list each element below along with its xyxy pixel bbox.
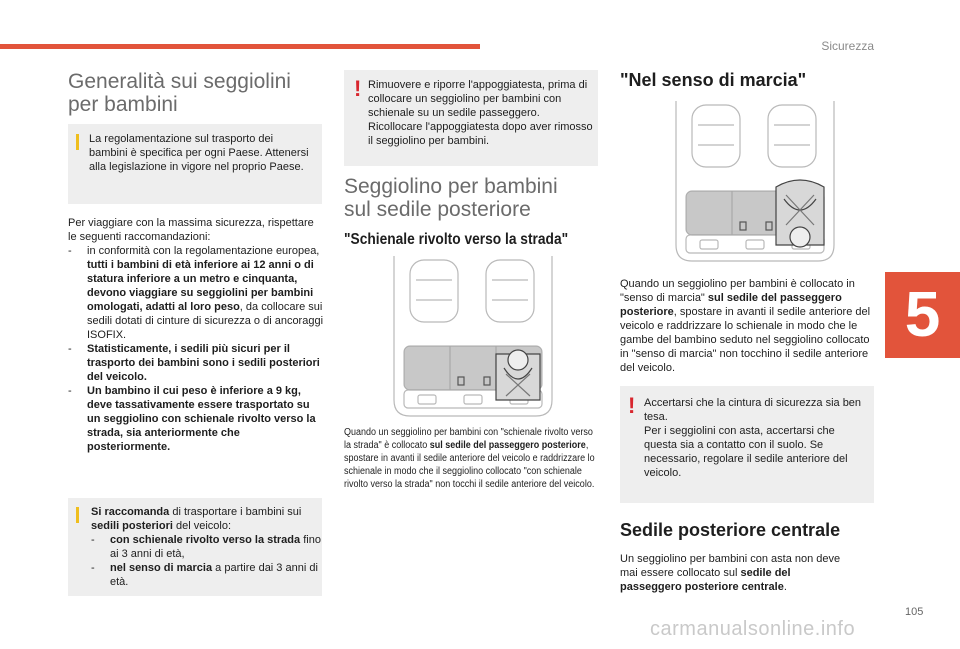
recommendations-intro: Per viaggiare con la massima sicurezza, rispettare le seguenti raccomandazioni:	[68, 217, 314, 243]
info-bar-icon	[76, 507, 79, 523]
col1-title-line1: Generalità sui seggiolini	[68, 70, 291, 93]
rear-facing-child-seat-illustration	[388, 250, 558, 420]
page-number: 105	[905, 606, 924, 618]
col3-title2: Sedile posteriore centrale	[620, 520, 841, 540]
watermark: carmanualsonline.info	[650, 618, 856, 640]
forward-facing-child-seat-illustration	[670, 95, 840, 265]
info-box-regulation	[68, 124, 322, 204]
col2-title-line2: sul sedile posteriore	[344, 198, 531, 221]
col1-title	[68, 70, 328, 116]
subtitle-rear-facing: "Schienale rivolto verso la strada"	[344, 231, 569, 248]
caption-rear-facing: Quando un seggiolino per bambini con "schienale rivolto verso la strada" è collocato sul sedile del passeggero posteriore, spostare in avanti il sedile anteriore del veicolo e raddrizzare lo schienale in modo che il seggiolino collocato "con schienale rivolto verso la strada" non tocchi il sedile anteriore del veicolo.	[344, 427, 595, 490]
col3-title: "Nel senso di marcia"	[620, 70, 807, 90]
col3-paragraph: Quando un seggiolino per bambini è collocato in "senso di marcia" sul sedile del passeggero posteriore, spostare in avanti il sedile anteriore del veicolo e raddrizzare lo schienale in modo che le gambe del bambino seduto nel seggiolino collocato in "senso di marcia" non tocchino il sedile anteriore del veicolo.	[620, 278, 871, 374]
header-accent-bar	[0, 44, 480, 49]
col3-paragraph2: Un seggiolino per bambini con asta non deve mai essere collocato sul sedile del passeggero posteriore centrale.	[620, 553, 841, 593]
warning-box-belt	[620, 386, 874, 503]
info-box-rear-seats	[68, 498, 322, 596]
exclamation-warning-icon: !	[628, 393, 636, 418]
list-item: - Un bambino il cui peso è inferiore a 9 kg, deve tassativamente essere trasportato su un seggiolino con schienale rivolto verso la strada, sia anteriormente che posteriormente.	[68, 384, 324, 454]
list-item: - nel senso di marcia a partire dai 3 anni di età.	[91, 561, 321, 589]
warning-belt-text: Accertarsi che la cintura di sicurezza sia ben tesa. Per i seggiolini con asta, accertarsi che questa sia a contatto con il suolo. Se necessario, regolare il sedile anteriore del veicolo.	[644, 397, 862, 479]
info-bar-icon	[76, 134, 79, 150]
warning-box-headrest	[344, 70, 598, 166]
col2-title-line1: Seggiolino per bambini	[344, 175, 558, 198]
section-title: Sicurezza	[821, 39, 874, 53]
list-item: - Statisticamente, i sedili più sicuri per il trasporto dei bambini sono i sedili posteriori del veicolo.	[68, 342, 324, 384]
col2-title	[344, 175, 604, 221]
exclamation-warning-icon: !	[354, 76, 362, 101]
chapter-number: 5	[904, 278, 941, 350]
col1-title-line2: per bambini	[68, 93, 178, 116]
list-item: - con schienale rivolto verso la strada fino ai 3 anni di età,	[91, 533, 321, 561]
recommendations	[68, 216, 324, 454]
info-regulation-text: La regolamentazione sul trasporto dei bambini è specifica per ogni Paese. Attenersi alla legislazione in vigore nel proprio Paese.	[89, 133, 309, 173]
info-rear-seats-text: Si raccomanda di trasportare i bambini sui sedili posteriori del veicolo: - con schienale rivolto verso la strada fino ai 3 anni di età, - nel senso di marcia a partire dai 3 anni di età.	[91, 505, 321, 589]
list-item: - in conformità con la regolamentazione europea, tutti i bambini di età inferiore ai 12 anni o di statura inferiore a un metro e cinquanta, devono viaggiare su seggiolini per bambini omologati, adatti al loro peso, da collocare sui sedili dotati di cinture di sicurezza o di ancoraggi ISOFIX.	[68, 244, 324, 342]
recommendations-list	[68, 244, 324, 454]
chapter-tab	[885, 272, 960, 358]
warning-headrest-text: Rimuovere e riporre l'appoggiatesta, prima di collocare un seggiolino per bambini con schienale su un sedile passeggero. Ricollocare l'appoggiatesta dopo aver rimosso il seggiolino per bambini.	[368, 79, 593, 147]
